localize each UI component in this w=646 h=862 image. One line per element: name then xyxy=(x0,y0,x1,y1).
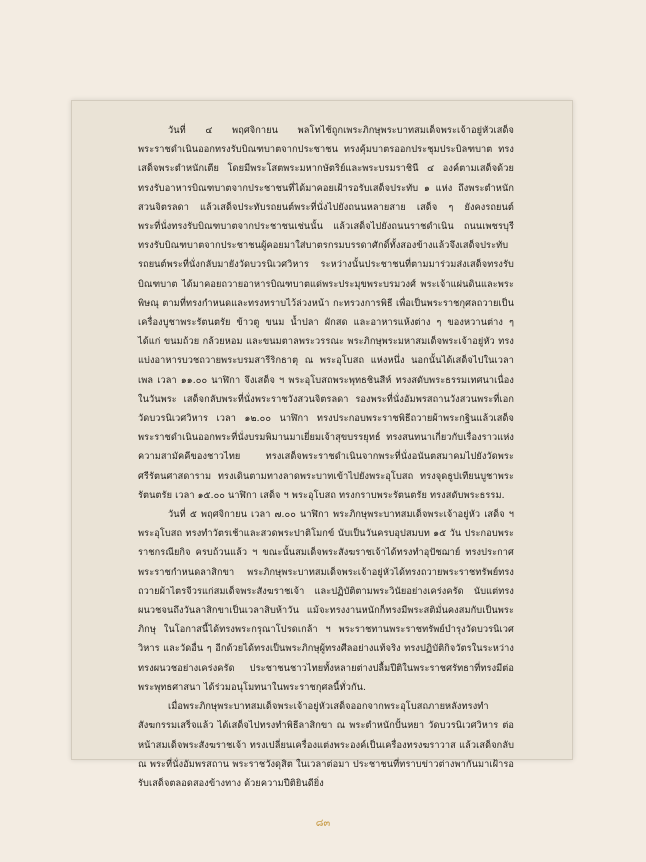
book-page xyxy=(71,100,573,789)
page-number: ๘๓ xyxy=(315,818,331,829)
paragraph-1: วันที่ ๔ พฤศจิกายน พลโทไช้ถูกเพระภิกษุพระบาทสมเด็จพระเจ้าอยู่หัวเสด็จพระราชดำเนินออกทรงรับบิณฑบาตจากประชาชน ทรงคุ้มบาตรออกประชุมประบิลฑบาต ทรงเสด็จพระตำหนักเตีย โดยมีพระโสตพระมหากษัตริย์และพระบรมราชินี ๔ องค์ตามเสด็จด้วย ทรงรับอาหารบิณฑบาตจากประชาชนที่ได้มาคอยเฝ้ารอรับเสด็จประทับ ๑ แห่ง ถึงพระตำหนักสวนจิตรลดา แล้วเสด็จประทับรถยนต์พระที่นั่งไปยังถนนหลายสาย เสด็จ ๆ ยังคงรถยนต์พระที่นั่งทรงรับบิณฑบาตจากประชาชนเช่นนั้น แล้วเสด็จไปยังถนนราชดำเนิน ถนนเพชรบุรี ทรงรับบิณฑบาตจากประชาชนผู้คอยมาใส่บาตรกรมบรรดาศักดิ์ทั้งสองข้างแล้วจึงเสด็จประทับรถยนต์พระที่นั่งกลับมายังวัดบวรนิเวศวิหาร ระหว่างนั้นประชาชนที่ตามมาร่วมส่งเสด็จทรงรับบิณฑบาต ได้มาคอยถวายอาหารบิณฑบาตแด่พระประมุขพระบรมวงศ์ พระเจ้าแผ่นดินและพระพิษณุ ตามที่ทรงกำหนดและทรงทราบไว้ล่วงหน้า กะทรวงการพิธี เพื่อเป็นพระราชกุศลถวายเป็นเครื่องบูชาพระรัตนตรัย ข้าวตู ขนม น้ำปลา ผักสด และอาหารแห้งต่าง ๆ ของหวานต่าง ๆ ได้แก่ ขนมถ้วย กล้วยหอม และขนมตาลพระวรรณะ พระภิกษุพระมหาสมเด็จพระเจ้าอยู่หัว ทรงแบ่งอาหารบวชถวายพระบรมสารีริกธาตุ ณ พระอุโบสถ แห่งหนึ่ง นอกนั้นได้เสด็จไปในเวลาเพล เวลา ๑๑.๐๐ นาฬิกา จึงเสด็จ ฯ พระอุโบสถพระพุทธชินสีห์ ทรงสดับพระธรรมเทศนาเนื่องในวันพระ เสด็จกลับพระที่นั่งพระราชวังสวนจิตรลดา รองพระที่นั่งอัมพรสถานวังสวนพระที่เอกวัดบวรนิเวศวิหาร เวลา ๑๒.๐๐ นาฬิกา ทรงประกอบพระราชพิธีถวายผ้าพระกฐินแล้วเสด็จพระราชดำเนินออกพระที่นั่งบรมพิมานมาเยี่ยมเจ้าสุขบรรยุทธ์ ทรงสนทนาเกี่ยวกับเรื่องราวแห่งความสามัคคีของชาวไทย ทรงเสด็จพระราชดำเนินจากพระที่นั่งอนันตสมาคมไปยังวัดพระศรีรัตนศาสดาราม ทรงเดินตามทางลาดพระบาทเข้าไปยังพระอุโบสถ ทรงจุดธูปเทียนบูชาพระรัตนตรัย เวลา ๑๕.๐๐ นาฬิกา เสด็จ ฯ พระอุโบสถ ทรงกราบพระรัตนตรัย ทรงสดับพระธรรม. xyxy=(138,125,514,501)
body-text xyxy=(138,121,514,793)
paragraph-3: เมื่อพระภิกษุพระบาทสมเด็จพระเจ้าอยู่หัวเสด็จออกจากพระอุโบสถภายหลังทรงทำสังฆกรรมเสร็จแล้ว ได้เสด็จไปทรงทำพิธีลาสิกขา ณ พระตำหนักปั้นหยา วัดบวรนิเวศวิหาร ต่อหน้าสมเด็จพระสังฆราชเจ้า ทรงเปลี่ยนเครื่องแต่งพระองค์เป็นเครื่องทรงฆราวาส แล้วเสด็จกลับ ณ พระที่นั่งอัมพรสถาน พระราชวังดุสิต ในเวลาต่อมา ประชาชนที่ทราบข่าวต่างพากันมาเฝ้ารอรับเสด็จตลอดสองข้างทาง ด้วยความปีติยินดียิ่ง xyxy=(138,701,514,789)
paragraph-2: วันที่ ๕ พฤศจิกายน เวลา ๗.๐๐ นาฬิกา พระภิกษุพระบาทสมเด็จพระเจ้าอยู่หัว เสด็จ ฯ พระอุโบสถ ทรงทำวัตรเช้าและสวดพระปาติโมกข์ นับเป็นวันครบอุปสมบท ๑๕ วัน ประกอบพระราชกรณียกิจ ครบถ้วนแล้ว ฯ ขณะนั้นสมเด็จพระสังฆราชเจ้าได้ทรงทำอุปัชฌาย์ ทรงประกาศพระราชกำหนดลาสิกขา พระภิกษุพระบาทสมเด็จพระเจ้าอยู่หัวได้ทรงถวายพระราชทรัพย์ทรงถวายผ้าไตรจีวรแก่สมเด็จพระสังฆราชเจ้า และปฏิบัติตามพระวินัยอย่างเคร่งครัด นับแต่ทรงผนวชจนถึงวันลาสิกขาเป็นเวลาสิบห้าวัน แม้จะทรงงานหนักก็ทรงมีพระสติมั่นคงสมกับเป็นพระภิกษุ ในโอกาสนี้ได้ทรงพระกรุณาโปรดเกล้า ฯ พระราชทานพระราชทรัพย์บำรุงวัดบวรนิเวศวิหาร และวัดอื่น ๆ อีกด้วยได้ทรงเป็นพระภิกษุผู้ทรงศีลอย่างแท้จริง ทรงปฏิบัติกิจวัตรในระหว่างทรงผนวชอย่างเคร่งครัด ประชาชนชาวไทยทั้งหลายต่างปลื้มปีติในพระราชศรัทธาที่ทรงมีต่อพระพุทธศาสนา ได้ร่วมอนุโมทนาในพระราชกุศลนี้ทั่วกัน. xyxy=(138,509,514,693)
